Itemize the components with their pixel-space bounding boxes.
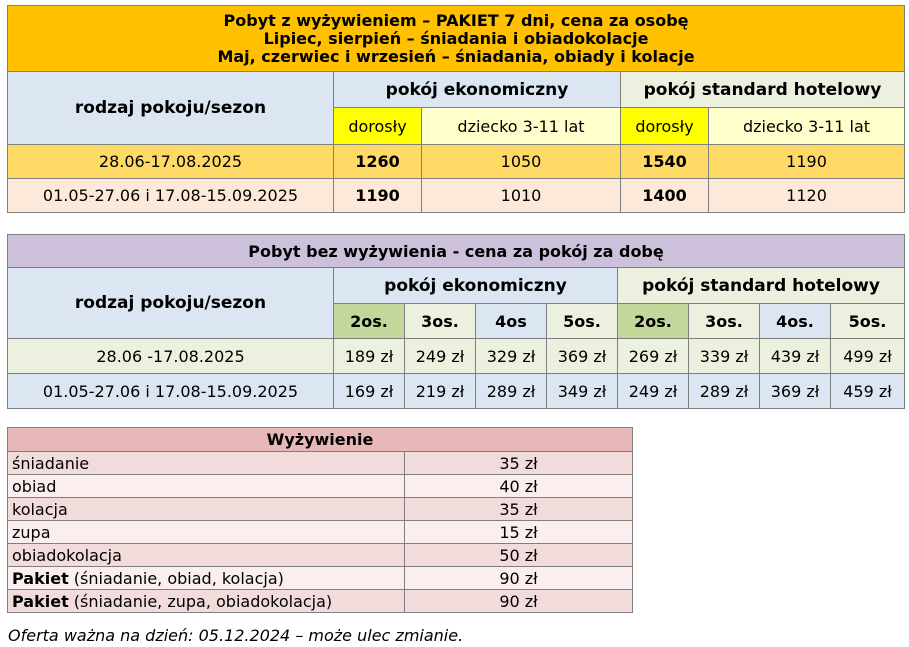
price-cell: 1120	[709, 179, 905, 213]
table-row	[8, 475, 633, 498]
price-cell: 249 zł	[618, 374, 689, 409]
price-cell: 1190	[709, 145, 905, 179]
room-table-title: Pobyt bez wyżywienia - cena za pokój za dobę	[8, 235, 905, 268]
meals-table	[7, 427, 633, 613]
season-cell: 28.06-17.08.2025	[8, 145, 334, 179]
price-cell: 349 zł	[547, 374, 618, 409]
package-title-line: Pobyt z wyżywieniem – PAKIET 7 dni, cena za osobę	[223, 10, 689, 30]
meal-price: 35 zł	[405, 452, 633, 475]
room-season-header: rodzaj pokoju/sezon	[8, 268, 334, 339]
price-cell: 289 zł	[689, 374, 760, 409]
table-row	[8, 339, 905, 374]
price-cell: 219 zł	[405, 374, 476, 409]
price-cell: 169 zł	[334, 374, 405, 409]
meal-price: 40 zł	[405, 475, 633, 498]
room-type-standard-header: pokój standard hotelowy	[618, 268, 905, 304]
table-row	[8, 452, 633, 475]
package-table-title	[8, 6, 905, 72]
price-cell: 1010	[422, 179, 621, 213]
occupancy-header: 3os.	[689, 304, 760, 339]
room-season-header: rodzaj pokoju/sezon	[8, 72, 334, 145]
table-row	[8, 590, 633, 613]
meal-name-cell	[8, 498, 405, 521]
room-type-standard-header: pokój standard hotelowy	[621, 72, 905, 108]
meal-price: 90 zł	[405, 590, 633, 613]
table-row	[8, 521, 633, 544]
package-title-line: Lipiec, sierpień – śniadania i obiadokolacje	[263, 28, 649, 48]
price-cell: 1260	[334, 145, 422, 179]
meal-name: kolacja	[12, 499, 68, 519]
meal-name-bold: Pakiet	[12, 568, 69, 588]
occupancy-header: 5os.	[547, 304, 618, 339]
package-price-table	[7, 5, 905, 213]
meal-price: 35 zł	[405, 498, 633, 521]
price-cell: 249 zł	[405, 339, 476, 374]
room-price-table	[7, 234, 905, 409]
sub-header-adult: dorosły	[334, 108, 422, 145]
season-cell: 28.06 -17.08.2025	[8, 339, 334, 374]
validity-footnote: Oferta ważna na dzień: 05.12.2024 – może ulec zmianie.	[8, 626, 464, 645]
occupancy-header: 5os.	[831, 304, 905, 339]
price-cell: 269 zł	[618, 339, 689, 374]
price-cell: 499 zł	[831, 339, 905, 374]
price-cell: 339 zł	[689, 339, 760, 374]
sub-header-child: dziecko 3-11 lat	[709, 108, 905, 145]
table-row	[8, 179, 905, 213]
meals-table-title: Wyżywienie	[8, 428, 633, 452]
meal-name-cell	[8, 567, 405, 590]
meal-name-cell	[8, 521, 405, 544]
price-cell: 1540	[621, 145, 709, 179]
room-type-economy-header: pokój ekonomiczny	[334, 72, 621, 108]
price-cell: 369 zł	[760, 374, 831, 409]
season-cell: 01.05-27.06 i 17.08-15.09.2025	[8, 179, 334, 213]
meal-name: zupa	[12, 522, 51, 542]
package-title-line: Maj, czerwiec i wrzesień – śniadania, obiady i kolacje	[217, 46, 695, 66]
price-cell: 1050	[422, 145, 621, 179]
meal-price: 90 zł	[405, 567, 633, 590]
table-row	[8, 544, 633, 567]
meal-name: obiad	[12, 476, 57, 496]
meal-price: 15 zł	[405, 521, 633, 544]
price-cell: 439 zł	[760, 339, 831, 374]
meal-name: (śniadanie, obiad, kolacja)	[68, 568, 284, 588]
meal-name-cell	[8, 452, 405, 475]
table-row	[8, 567, 633, 590]
meal-name-cell	[8, 544, 405, 567]
occupancy-header: 4os.	[760, 304, 831, 339]
sub-header-adult: dorosły	[621, 108, 709, 145]
price-cell: 289 zł	[476, 374, 547, 409]
season-cell: 01.05-27.06 i 17.08-15.09.2025	[8, 374, 334, 409]
occupancy-header: 3os.	[405, 304, 476, 339]
room-type-economy-header: pokój ekonomiczny	[334, 268, 618, 304]
price-cell: 1400	[621, 179, 709, 213]
price-cell: 329 zł	[476, 339, 547, 374]
sub-header-child: dziecko 3-11 lat	[422, 108, 621, 145]
occupancy-header: 4os	[476, 304, 547, 339]
meal-name: śniadanie	[12, 453, 90, 473]
meal-name: (śniadanie, zupa, obiadokolacja)	[68, 591, 333, 611]
table-row	[8, 374, 905, 409]
table-row	[8, 498, 633, 521]
meal-price: 50 zł	[405, 544, 633, 567]
price-cell: 189 zł	[334, 339, 405, 374]
occupancy-header: 2os.	[618, 304, 689, 339]
price-cell: 459 zł	[831, 374, 905, 409]
price-cell: 1190	[334, 179, 422, 213]
meal-name-cell	[8, 590, 405, 613]
meal-name-bold: Pakiet	[12, 591, 69, 611]
price-cell: 369 zł	[547, 339, 618, 374]
meal-name: obiadokolacja	[12, 545, 122, 565]
occupancy-header: 2os.	[334, 304, 405, 339]
meal-name-cell	[8, 475, 405, 498]
table-row	[8, 145, 905, 179]
